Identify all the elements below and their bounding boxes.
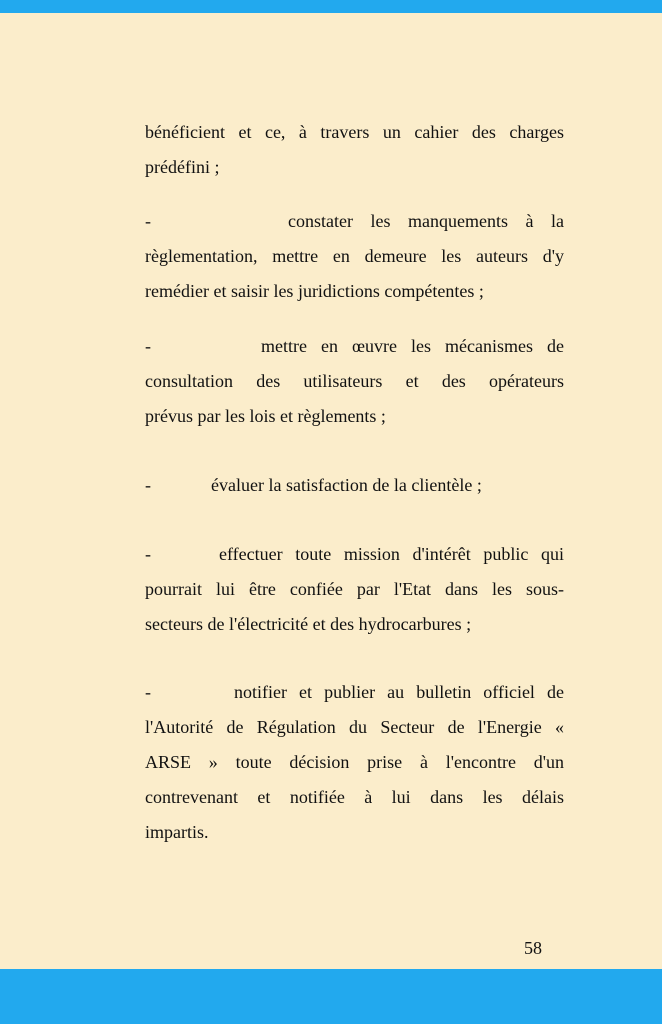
item-4-first-line: effectuer toute mission d'intérêt public qui: [219, 544, 564, 564]
item-1-line-2: règlementation, mettre en demeure les auteurs d'y: [145, 246, 564, 266]
item-5-line-3: ARSE » toute décision prise à l'encontre d'un: [145, 752, 564, 772]
intro-line-2: prédéfini ;: [145, 157, 220, 177]
list-dash: -: [145, 544, 151, 564]
list-item-4: [145, 537, 564, 642]
item-3-first-line: évaluer la satisfaction de la clientèle ;: [211, 475, 482, 495]
header-bar: [0, 0, 662, 13]
item-1-line-3: remédier et saisir les juridictions compétentes ;: [145, 281, 484, 301]
item-4-line-3: secteurs de l'électricité et des hydrocarbures ;: [145, 614, 472, 634]
page-number: 58: [524, 938, 542, 958]
list-dash: -: [145, 682, 151, 702]
list-item-5: [145, 675, 564, 850]
item-5-line-2: l'Autorité de Régulation du Secteur de l'Energie «: [145, 717, 564, 737]
item-5-line-4: contrevenant et notifiée à lui dans les délais: [145, 787, 564, 807]
item-2-line-2: consultation des utilisateurs et des opérateurs: [145, 371, 564, 391]
list-dash: -: [145, 475, 151, 495]
item-5-line-5: impartis.: [145, 822, 209, 842]
list-dash: -: [145, 211, 151, 231]
item-2-line-3: prévus par les lois et règlements ;: [145, 406, 386, 426]
footer-bar: [0, 969, 662, 1024]
item-4-line-2: pourrait lui être confiée par l'Etat dans les sous-: [145, 579, 564, 599]
list-item-2: [145, 329, 564, 434]
list-item-3: [145, 468, 564, 503]
list-item-1: [145, 204, 564, 309]
item-2-first-line: mettre en œuvre les mécanismes de: [261, 336, 564, 356]
item-1-first-line: constater les manquements à la: [288, 211, 564, 231]
intro-paragraph: [145, 115, 564, 185]
item-5-first-line: notifier et publier au bulletin officiel de: [234, 682, 564, 702]
intro-line-1: bénéficient et ce, à travers un cahier des charges: [145, 122, 564, 142]
list-dash: -: [145, 336, 151, 356]
